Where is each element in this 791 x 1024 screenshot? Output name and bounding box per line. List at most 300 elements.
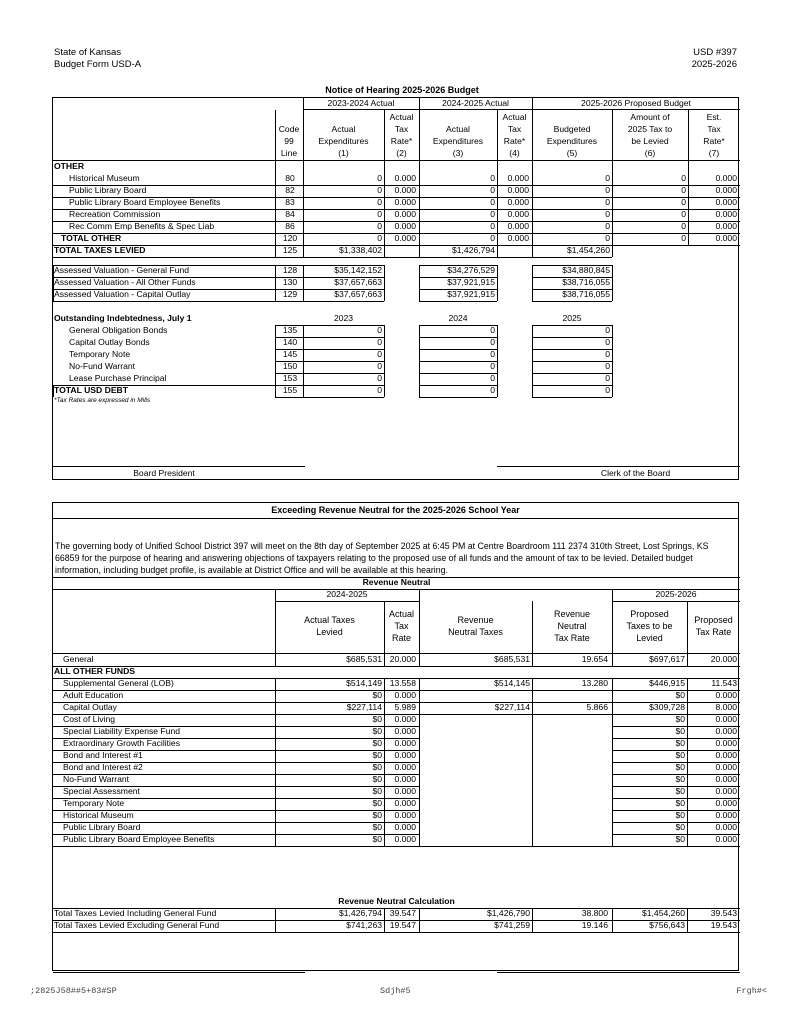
group-header: 2025-2026 Proposed Budget [581,98,691,108]
valuation-v1: $37,657,663 [334,289,382,299]
other-v6-cell: 0 [681,173,686,183]
code-cell: 80 [285,173,295,183]
rule [53,385,54,397]
revenue-table-title: Revenue Neutral [362,577,431,587]
rev-col-header-e: Proposed [630,609,669,619]
code-cell: 86 [285,221,295,231]
debt-v1: 0 [377,361,382,371]
rule [419,301,497,302]
rev-col-header-d: Neutral [557,621,587,631]
fund-row-label: Cost of Living [63,714,116,724]
fund-b-cell: 0.000 [394,726,416,736]
fund-c-cell: $227,114 [494,702,530,712]
col-header-c7: Rate* [703,136,725,146]
col-header-code: Code [278,124,300,134]
clerk-label: Clerk of the Board [600,468,671,478]
other-v6-cell: 0 [681,185,686,195]
other-v5-cell: 0 [605,197,610,207]
year-label: 2025-2026 [691,59,737,70]
fund-e-cell: $0 [675,762,685,772]
fund-e-cell: $0 [675,714,685,724]
fund-b-cell: 0.000 [394,798,416,808]
footer-center: Sdjh#5 [380,986,411,996]
other-v7-cell: 0.000 [715,209,737,219]
rule [532,601,533,653]
code-cell: 84 [285,209,295,219]
rule [303,160,304,245]
fund-a-cell: $514,149 [346,678,382,688]
fund-row-label: Historical Museum [63,810,134,820]
calc-c-cell: $741,259 [494,920,530,930]
fund-e-cell: $0 [675,786,685,796]
general-c-cell: $685,531 [494,654,530,664]
valuation-v5: $38,716,055 [562,277,610,287]
rule [687,908,688,932]
valuation-label: Assessed Valuation - General Fund [54,265,190,275]
fund-e-cell: $0 [675,834,685,844]
other-v6-cell: 0 [681,221,686,231]
rule [384,678,385,846]
rule [275,245,276,257]
col-header-code: Line [280,148,298,158]
other-row-label: Recreation Commission [69,209,161,219]
fund-f-cell: 0.000 [715,834,737,844]
fund-b-cell: 5.989 [394,702,416,712]
group-header: 2024-2025 [326,589,368,599]
col-header-c2: Rate* [390,136,413,146]
rule [53,972,305,973]
other-row-label: Public Library Board Employee Benefits [69,197,221,207]
debt-year: 2025 [562,313,582,323]
debt-v1: 0 [377,325,382,335]
rev-col-header-d: Tax Rate [554,633,590,643]
rule [612,654,613,666]
rule [303,325,304,397]
rule [687,654,688,666]
fund-b-cell: 0.000 [394,822,416,832]
rule [384,110,385,160]
fund-b-cell: 0.000 [394,762,416,772]
code-cell: 150 [282,361,298,371]
rule [53,301,384,302]
other-v7-cell: 0.000 [715,185,737,195]
fund-e-cell: $0 [675,798,685,808]
fund-row-label: No-Fund Warrant [63,774,130,784]
debt-row-label: General Obligation Bonds [69,325,168,335]
other-v2-cell: 0.000 [394,221,416,231]
fund-row-label: Bond and Interest #2 [63,762,143,772]
hearing-paragraph: The governing body of Unified School District 397 will meet on the 8th day of September 2025 at 6:45 PM at Centre Boardroom 111 2374 310th Street, Lost Springs, KS 66859 for the purpose of hearing and answering objections of taxpayers relating to the proposed use of all funds and the amount of tax to be levied. Detailed budget information, including budget profile, is available at District Office and will be available at this hearing. [55,541,709,575]
other-label: OTHER [54,161,85,171]
fund-d-cell: 5.866 [586,702,608,712]
rev-col-header-f: Tax Rate [695,627,732,637]
rev-col-header-f: Proposed [694,615,733,625]
rule [303,265,304,301]
fund-b-cell: 0.000 [394,774,416,784]
code-cell: 140 [282,337,298,347]
fund-e-cell: $0 [675,690,685,700]
other-v6-cell: 0 [681,197,686,207]
rule [53,245,740,246]
rule [532,245,533,257]
valuation-label: Assessed Valuation - All Other Funds [54,277,196,287]
rule [612,908,613,932]
debt-v3: 0 [490,325,495,335]
revenue-title: Exceeding Revenue Neutral for the 2025-2026 School Year [271,505,520,515]
valuation-v1: $35,142,152 [334,265,382,275]
fund-f-cell: 0.000 [715,762,737,772]
fund-row-label: Extraordinary Growth Facilities [63,738,181,748]
fund-row-label: Supplemental General (LOB) [63,678,174,688]
rule [532,265,533,301]
col-header-c2: (2) [396,148,407,158]
notice-section [52,97,739,480]
rev-col-header-c: Neutral Taxes [448,627,503,637]
calc-title: Revenue Neutral Calculation [338,896,455,906]
fund-row-label: Public Library Board [63,822,141,832]
rule [497,972,740,973]
valuation-v5: $34,880,845 [562,265,610,275]
total-taxes-v3: $1,426,794 [451,245,495,255]
rule [612,265,613,301]
other-v6-cell: 0 [681,209,686,219]
col-header-c4: Actual [502,112,527,122]
col-header-c6: 2025 Tax to [627,124,673,134]
debt-v5: 0 [605,337,610,347]
rule [419,245,420,257]
other-v1-cell: 0 [377,233,382,243]
fund-e-cell: $0 [675,822,685,832]
fund-a-cell: $227,114 [346,702,382,712]
other-v2-cell: 0.000 [394,173,416,183]
rule [687,601,688,653]
code-cell: 120 [282,233,298,243]
valuation-label: Assessed Valuation - Capital Outlay [54,289,191,299]
rule [612,160,613,245]
rule [612,325,613,397]
rule [275,678,276,846]
other-v1-cell: 0 [377,173,382,183]
code-cell: 83 [285,197,295,207]
rule [275,325,276,397]
fund-a-cell: $0 [372,714,382,724]
debt-v3: 0 [490,373,495,383]
rule [275,589,276,653]
fund-b-cell: 0.000 [394,834,416,844]
debt-v1: 0 [377,385,382,395]
fund-a-cell: $0 [372,774,382,784]
debt-year: 2023 [333,313,354,323]
rule [688,110,689,160]
rev-col-header-e: Levied [636,633,663,643]
rule [275,265,276,301]
valuation-v5: $38,716,055 [562,289,610,299]
rule [53,257,612,258]
debt-v3: 0 [490,361,495,371]
debt-row-label: Temporary Note [69,349,131,359]
fund-row-label: Capital Outlay [63,702,117,712]
other-v3-cell: 0 [490,209,495,219]
rule [419,714,612,715]
col-header-c3: (3) [452,148,464,158]
fund-a-cell: $0 [372,834,382,844]
fund-f-cell: 0.000 [715,810,737,820]
other-v4-cell: 0.000 [507,209,529,219]
fund-row-label: Adult Education [63,690,124,700]
col-header-c1: Actual [331,124,356,134]
rule [53,846,740,847]
col-header-c7: Tax [707,124,721,134]
total-other-label: TOTAL OTHER [61,233,122,243]
fund-d-cell: 13.280 [581,678,608,688]
rule [275,397,384,398]
fund-b-cell: 0.000 [394,738,416,748]
fund-f-cell: 0.000 [715,726,737,736]
col-header-c4: Tax [507,124,522,134]
fund-a-cell: $0 [372,810,382,820]
rule [612,678,613,846]
total-taxes-label: TOTAL TAXES LEVIED [54,245,146,255]
rule [384,160,385,245]
general-f-cell: 20.000 [710,654,737,664]
other-v4-cell: 0.000 [507,197,529,207]
debt-year: 2024 [448,313,468,323]
rule [497,110,498,160]
code-cell: 155 [282,385,298,395]
rule [275,601,419,602]
group-header: 2024-2025 Actual [442,98,509,108]
col-header-c2: Tax [394,124,409,134]
rule [384,601,385,653]
rule [419,654,420,666]
calc-e-cell: $1,454,260 [641,908,685,918]
rule [303,109,740,110]
code-cell: 125 [282,245,298,255]
other-v2-cell: 0.000 [394,197,416,207]
fund-row-label: Special Liability Expense Fund [63,726,181,736]
fund-a-cell: $0 [372,822,382,832]
other-v4-cell: 0.000 [507,221,529,231]
rule [303,245,304,257]
rule [419,397,497,398]
col-header-c3: Actual [446,124,470,134]
other-row-label: Public Library Board [69,185,147,195]
fund-row-label: Bond and Interest #1 [63,750,143,760]
other-v1-cell: 0 [377,185,382,195]
fund-f-cell: 11.543 [711,678,737,688]
general-d-cell: 19.654 [581,654,608,664]
other-v1-cell: 0 [377,221,382,231]
other-v2-cell: 0.000 [394,209,416,219]
rule [612,601,740,602]
col-header-c2: Actual [389,112,414,122]
rule [419,589,420,653]
other-v5-cell: 0 [605,233,610,243]
other-v3-cell: 0 [490,185,495,195]
debt-row-label: No-Fund Warrant [69,361,136,371]
general-row-label: General [63,654,94,664]
rule [384,325,385,397]
col-header-code: 99 [284,136,294,146]
rule [688,160,689,245]
rule [687,678,688,846]
rule [419,690,612,691]
col-header-c1: Expenditures [318,136,369,146]
fund-f-cell: 0.000 [715,714,737,724]
form-label: Budget Form USD-A [54,59,142,70]
other-v3-cell: 0 [490,221,495,231]
calc-d-cell: 38.800 [581,908,608,918]
col-header-c4: Rate* [503,136,526,146]
fund-f-cell: 8.000 [715,702,737,712]
other-v4-cell: 0.000 [507,185,529,195]
fund-e-cell: $0 [675,738,685,748]
debt-v5: 0 [605,349,610,359]
debt-row-label: Capital Outlay Bonds [69,337,150,347]
fund-row-label: Temporary Note [63,798,125,808]
code-cell: 130 [282,277,298,287]
rule [53,666,740,667]
rule [532,397,612,398]
calc-f-cell: 19.543 [710,920,737,930]
calc-b-cell: 19.547 [389,920,416,930]
fund-e-cell: $0 [675,810,685,820]
rule [53,466,305,467]
general-b-cell: 20.000 [389,654,416,664]
other-v3-cell: 0 [490,173,495,183]
total-debt-label: TOTAL USD DEBT [54,385,129,395]
debt-v5: 0 [605,361,610,371]
debt-v5: 0 [605,373,610,383]
col-header-c5: Budgeted [553,124,591,134]
general-a-cell: $685,531 [346,654,382,664]
fund-e-cell: $0 [675,750,685,760]
rule [384,654,385,666]
rev-col-header-b: Rate [391,633,411,643]
other-v1-cell: 0 [377,197,382,207]
rule [275,908,276,932]
fund-b-cell: 0.000 [394,690,416,700]
other-v6-cell: 0 [681,233,686,243]
other-v5-cell: 0 [605,185,610,195]
fund-a-cell: $0 [372,726,382,736]
fund-f-cell: 0.000 [715,786,737,796]
all-other-funds-label: ALL OTHER FUNDS [54,666,136,676]
other-v4-cell: 0.000 [507,173,529,183]
debt-v1: 0 [377,337,382,347]
rule [419,678,420,846]
col-header-c6: be Levied [631,136,669,146]
fund-a-cell: $0 [372,750,382,760]
debt-v5: 0 [605,325,610,335]
rule [532,654,533,666]
other-v7-cell: 0.000 [715,197,737,207]
other-row-label: Historical Museum [69,173,140,183]
other-v3-cell: 0 [490,197,495,207]
fund-a-cell: $0 [372,786,382,796]
state-label: State of Kansas [54,47,122,58]
fund-row-label: Public Library Board Employee Benefits [63,834,215,844]
calc-a-cell: $741,263 [346,920,382,930]
rev-col-header-d: Revenue [553,609,591,619]
fund-b-cell: 13.558 [389,678,416,688]
fund-f-cell: 0.000 [715,798,737,808]
rev-col-header-b: Tax [394,621,409,631]
rev-col-header-a: Levied [316,627,343,637]
other-v7-cell: 0.000 [715,221,737,231]
other-v3-cell: 0 [490,233,495,243]
rule [53,932,740,933]
total-taxes-v5: $1,454,260 [566,245,610,255]
rev-col-header-e: Taxes to be [626,621,673,631]
fund-b-cell: 0.000 [394,714,416,724]
rev-col-header-c: Revenue [457,615,494,625]
valuation-v3: $37,921,915 [447,277,495,287]
fund-b-cell: 0.000 [394,810,416,820]
rule [419,160,420,245]
group-header: 2023-2024 Actual [327,98,395,108]
fund-f-cell: 0.000 [715,738,737,748]
board-president-label: Board President [133,468,195,478]
footnote: *Tax Rates are expressed in Mills [54,397,151,404]
rule [532,678,533,846]
rev-col-header-a: Actual Taxes [304,615,355,625]
rule [612,245,613,257]
footer-right: Frgh#< [736,986,767,996]
general-e-cell: $697,617 [649,654,685,664]
revenue-neutral-section [52,502,739,971]
fund-e-cell: $446,915 [649,678,685,688]
code-cell: 135 [282,325,298,335]
fund-a-cell: $0 [372,798,382,808]
rule [384,265,385,301]
debt-label: Outstanding Indebtedness, July 1 [54,313,192,323]
other-v5-cell: 0 [605,221,610,231]
code-cell: 129 [282,289,298,299]
col-header-c1: (1) [338,148,349,158]
debt-v3: 0 [490,385,495,395]
fund-f-cell: 0.000 [715,750,737,760]
col-header-c4: (4) [509,148,520,158]
col-header-c5: Expenditures [546,136,598,146]
debt-v5: 0 [605,385,610,395]
fund-b-cell: 0.000 [394,786,416,796]
calc-row-label: Total Taxes Levied Including General Fund [54,908,217,918]
rule [532,301,612,302]
fund-a-cell: $0 [372,690,382,700]
calc-c-cell: $1,426,790 [486,908,530,918]
fund-c-cell: $514,145 [494,678,530,688]
rule [275,654,276,666]
rule [275,160,276,245]
calc-f-cell: 39.543 [710,908,737,918]
rule [612,110,613,160]
valuation-v1: $37,657,663 [334,277,382,287]
other-v7-cell: 0.000 [715,233,737,243]
debt-v3: 0 [490,337,495,347]
col-header-c5: (5) [566,148,578,158]
col-header-c3: Expenditures [432,136,484,146]
other-v2-cell: 0.000 [394,185,416,195]
debt-v1: 0 [377,349,382,359]
rev-col-header-b: Actual [388,609,414,619]
rule [497,245,498,257]
fund-b-cell: 0.000 [394,750,416,760]
col-header-c6: (6) [644,148,656,158]
code-cell: 153 [282,373,298,383]
rule [532,160,533,245]
code-cell: 145 [282,349,298,359]
